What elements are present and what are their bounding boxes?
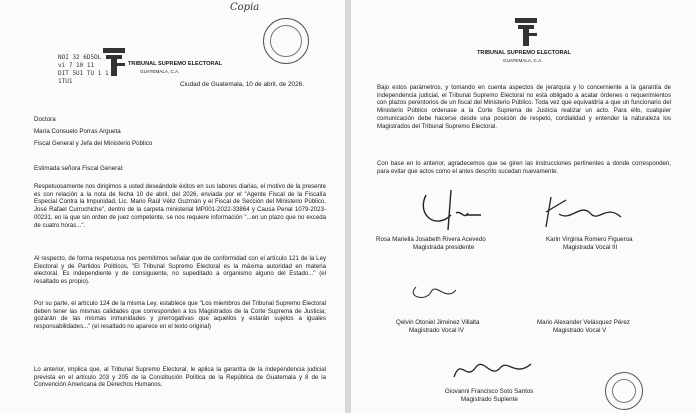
addressee-name: María Consuelo Porras Argueta [34,128,121,135]
signatory-name-4: Mario Alexander Velásquez Pérez [537,319,630,326]
signature-suplente [446,352,536,387]
institution-location: GUATEMALA, C.A. [503,58,543,63]
paragraph-1: Respetuosamente nos dirigimos a usted deseándole éxitos en sus labores diarias, el motivo de la presente es con relación a la nota de fecha 10 de abril, del 2026, enviada por el "Agente Fiscal de la Fiscalía Especial Contra la Impunidad, Lic. Mario Raúl Véliz Guzmán y el Fiscal de Sección del Ministerio Público, José Rafael Curruchiche", dentro de la carpeta ministerial MP001-2022-33864 y Causa Penal 1079-2023-00231, en la que sin orden de juez competente, se nos requiere información "...en un plazo que no exceda de cuatro horas...". [34,183,326,229]
letter-page-2 [351,0,696,413]
paragraph-2: Al respecto, de forma respetuosa nos permitimos señalar que de conformidad con el artículo 121 de la Ley Electoral y de Partidos Políticos, "El Tribunal Supremo Electoral es la máxima autoridad en materia electoral. Es independiente y de consiguiente, no supeditado a organismo alguno del Estado..." (el resaltado es propio). [34,255,326,286]
paragraph-1: Bajo estos parámetros, y tomando en cuenta aspectos de jerarquía y lo concerniente a la garantía de independencia judicial, el Tribunal Supremo Electoral no está obligado a acatar órdenes o requerimientos con plazos perentorios de un fiscal del Ministerio Público. Toda vez que equivaldría a que un funcionario del Ministerio Público ordenase a la Corte Suprema de Justicia realizar un acto. Para ello, cualquier comunicación debe hacerse desde una posición de respeto, cordialidad y entender la naturaleza los Magistrados del Tribunal Supremo Electoral. [377,84,671,130]
signatory-title-5: Magistrado Suplente [461,396,518,403]
letter-page-1 [0,0,345,413]
signature-vocal-iii [541,192,631,232]
paragraph-4: Lo anterior, implica que, al Tribunal Supremo Electoral, le aplica la garantía de la independencia judicial prevista en el artículo 203 y 205 de la Constitución Política de la República de Guatemala y 8 de la Convención Americana de Derechos Humanos. [34,366,326,389]
greeting: Estimada señora Fiscal General: [34,165,124,172]
handwritten-note-2: vi 7 10 11 [58,62,95,69]
signatory-name-3: Qelvin Otoniel Jiménez Villalta [396,319,480,326]
institution-name: TRIBUNAL SUPREMO ELECTORAL [128,61,222,67]
letter-date: Ciudad de Guatemala, 10 de abril, de 2026. [180,81,304,88]
signature-vocal-iv [401,272,461,307]
signatory-title-1: Magistrada presidente [413,244,475,251]
signatory-name-5: Giovanni Francisco Soto Santos [445,388,534,395]
signatory-name-1: Rosa Mariella Josabeth Rivera Acevedo [376,236,486,243]
addressee-position: Fiscal General y Jefa del Ministerio Público [34,140,153,147]
tse-logo [515,18,537,46]
institution-location: GUATEMALA, C.A. [140,69,180,74]
signatory-title-2: Magistrada Vocal III [563,244,618,251]
signatory-title-3: Magistrado Vocal IV [409,327,465,334]
handwritten-note-4: 1TU1 [58,78,73,85]
paragraph-3: Por su parte, el artículo 124 de la misma Ley, establece que "Los miembros del Tribunal Supremo Electoral deben tener las mismas calidades que corresponden a los Magistrados de la Corte Suprema de Justicia; gozarán de las mismas inmunidades y prerrogativas que aquellos y estarán sujetos a iguales responsabilidades..." (el resaltado no aparece en el texto original) [34,300,326,331]
paragraph-2: Con base en lo anterior, agradecemos que se giren las instrucciones pertinentes a donde corresponden, para evitar que actos como el antes descrito sucedan nuevamente. [377,160,671,175]
handwritten-copy-note: Copia [230,2,260,13]
handwritten-note-3: DIT 5U1 TU 1 1 I [58,70,116,77]
handwritten-note-1: NOI 32 6D5DL [58,54,102,61]
signatory-title-4: Magistrado Vocal V [553,327,607,334]
signatory-name-2: Karin Virginia Romero Figueroa [546,236,633,243]
signature-presidente [406,185,486,235]
official-seal [263,18,309,64]
official-seal [605,372,643,410]
institution-name: TRIBUNAL SUPREMO ELECTORAL [477,50,571,56]
addressee-title: Doctora [34,116,56,123]
